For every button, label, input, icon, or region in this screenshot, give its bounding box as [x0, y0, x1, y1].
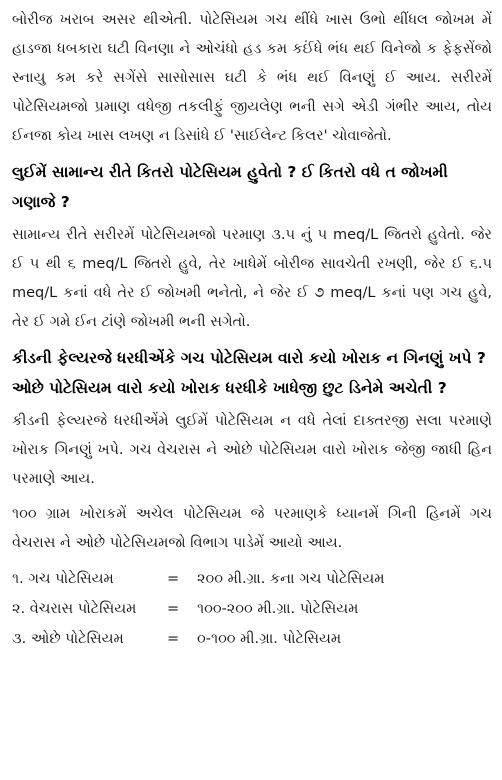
list-item-equals: = — [167, 571, 180, 587]
list-item-value: ૦-૧૦૦ મી.ગ્રા. પોટેસિયમ — [197, 631, 342, 647]
list-item-value: ૧૦૦-૨૦૦ મી.ગ્રા. પોટેસિયમ — [197, 601, 359, 617]
list-item — [12, 564, 492, 594]
potassium-level-paragraph: સામાન્ય રીતે સરીરમેં પોટેસિયમજો પરમાણ ૩.૫ નું ૫ meq/L જિતરો હુવેતો. જેર ઈ ૫ થી ૬ meq/L જિતરો હુવે, તેર ખાધેમેં બોરીજ સાવચેતી રખણી, જેર ઈ ૬.૫ meq/L કનાં વધે તેર ઈ જોખમી ભનેતો, ને જેર ઈ ૭ meq/L કનાં પણ ગચ હુવે, તેર ઈ ગમે ઈન ટાંણે જોખમી ભની સગેતો. — [12, 227, 492, 330]
intro-paragraph: બોરીજ ખરાબ અસર થીએતી. પોટેસિયમ ગચ થીંધે ખાસ ઉભો થીંધલ જોખમ મેં હાડજા ધબકારા ઘટી વિનણા ને ઓચંધો હડ કમ કઈંધે ભંધ થઈ વિનેજો ક ફેફસેંજો સ્નાયુ કમ કરે સગેંસે સાસોસાસ ઘટી કે ભંધ થઈ વિનણું ઈ આય. સરીરમેં પોટેસિયમજો પ્રમાણ વધેજી તકલીફું જીયલેણ ભની સગે એડી ગંભીર આય, તોય ઈનજા કોય ખાસ લખણ ન ડિસાંધે ઈ 'સાઈલેન્ટ કિલર' ચોવાજેતો. — [12, 12, 492, 144]
list-item-equals: = — [167, 631, 180, 647]
classification-paragraph: ૧૦૦ ગ્રામ ખોરાકમેં અચેલ પોટેસિયમ જે પરમાણકે ધ્યાનમેં ગિની હિનમેં ગચ વેચરાસ ને ઓછે પોટેસિયમજો વિભાગ પાડેમેં આયો આય. — [12, 506, 492, 551]
list-item-label: ૩. ઓછે પોટેસિયમ — [12, 631, 124, 647]
list-item-label: ૧. ગચ પોટેસિયમ — [12, 571, 114, 587]
potassium-classification-list — [12, 564, 492, 654]
list-item-label: ૨. વેચરાસ પોટેસિયમ — [12, 601, 137, 617]
list-item-value: ૨૦૦ મી.ગ્રા. કના ગચ પોટેસિયમ — [197, 571, 385, 587]
section-heading-diet: કીડની ફેલ્યરજે ધરધીએંકે ગચ પોટેસિયમ વારો કયો ખોરાક ન ગિનણું ખપે ? ઓછે પોટેસિયમ વારો કયો ખોરાક ધરધીકે ખાધેજી છુટ ડિનેમે અચેતી ? — [12, 349, 486, 397]
section-heading-potassium-level: લુઈમેં સામાન્ય રીતે કિતરો પોટેસિયમ હુવેતો ? ઈ કિતરો વધે ત જોખમી ગણાજે ? — [12, 163, 448, 211]
list-item — [12, 624, 492, 654]
list-item-equals: = — [167, 601, 180, 617]
list-item — [12, 594, 492, 624]
diet-paragraph: કીડની ફેલ્યરજે ધરધીએંમે લુઈમેં પોટેસિયમ ન વધે તેલાં દાક્તરજી સલા પરમાણે ખોરાક ગિનણું ખપે. ગચ વેચરાસ ને ઓછે પોટેસિયમ વારો ખોરાક જેજી જાધી હિન પરમાણે આય. — [12, 413, 492, 487]
